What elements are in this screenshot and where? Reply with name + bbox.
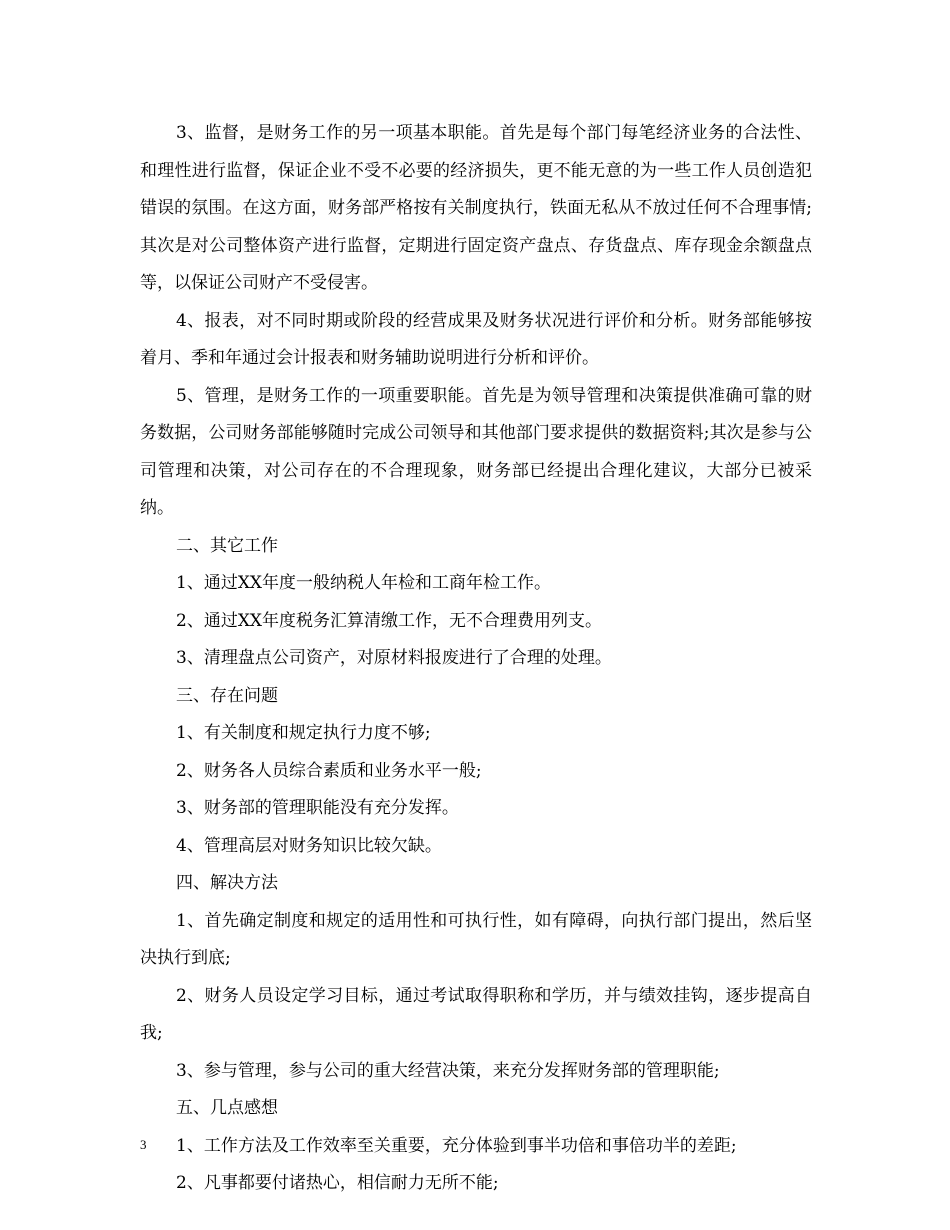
list-item: 3、财务部的管理职能没有充分发挥。	[176, 798, 459, 818]
list-item: 2、通过XX年度税务汇算清缴工作，无不合理费用列支。	[176, 610, 603, 631]
list-item: 3、清理盘点公司资产，对原材料报废进行了合理的处理。	[176, 648, 612, 668]
list-item: 1、有关制度和规定执行力度不够;	[176, 723, 431, 743]
list-item: 3、参与管理，参与公司的重大经营决策，来充分发挥财务部的管理职能;	[176, 1060, 720, 1081]
paragraph-reports: 4、报表，对不同时期或阶段的经营成果及财务状况进行评价和分析。财务部能够按着月、季和年通过会计报表和财务辅助说明进行分析和评价。	[140, 310, 812, 368]
section-heading-solutions: 四、解决方法	[176, 873, 278, 893]
section-heading-reflections: 五、几点感想	[176, 1098, 278, 1118]
section-heading-other-work: 二、其它工作	[176, 535, 278, 556]
section-heading-problems: 三、存在问题	[176, 685, 278, 706]
list-item: 1、工作方法及工作效率至关重要，充分体验到事半功倍和事倍功半的差距;	[176, 1135, 737, 1156]
list-item: 2、财务人员设定学习目标，通过考试取得职称和学历，并与绩效挂钩，逐步提高自我;	[140, 985, 812, 1043]
list-item: 2、凡事都要付诸热心，相信耐力无所不能;	[176, 1173, 499, 1193]
list-item: 1、通过XX年度一般纳税人年检和工商年检工作。	[176, 573, 552, 593]
page-number: 3	[140, 1137, 147, 1152]
list-item: 1、首先确定制度和规定的适用性和可执行性，如有障碍，向执行部门提出，然后坚决执行到底;	[140, 910, 812, 968]
document-body	[140, 115, 812, 1203]
list-item: 2、财务各人员综合素质和业务水平一般;	[176, 760, 482, 781]
paragraph-supervision: 3、监督，是财务工作的另一项基本职能。首先是每个部门每笔经济业务的合法性、和理性进行监督，保证企业不受不必要的经济损失，更不能无意的为一些工作人员创造犯错误的氛围。在这方面，财务部严格按有关制度执行，铁面无私从不放过任何不合理事情;其次是对公司整体资产进行监督，定期进行固定资产盘点、存货盘点、库存现金余额盘点等，以保证公司财产不受侵害。	[140, 123, 812, 293]
paragraph-management: 5、管理，是财务工作的一项重要职能。首先是为领导管理和决策提供准确可靠的财务数据，公司财务部能够随时完成公司领导和其他部门要求提供的数据资料;其次是参与公司管理和决策，对公司存在的不合理现象，财务部已经提出合理化建议，大部分已被采纳。	[140, 385, 812, 518]
list-item: 4、管理高层对财务知识比较欠缺。	[176, 835, 442, 856]
